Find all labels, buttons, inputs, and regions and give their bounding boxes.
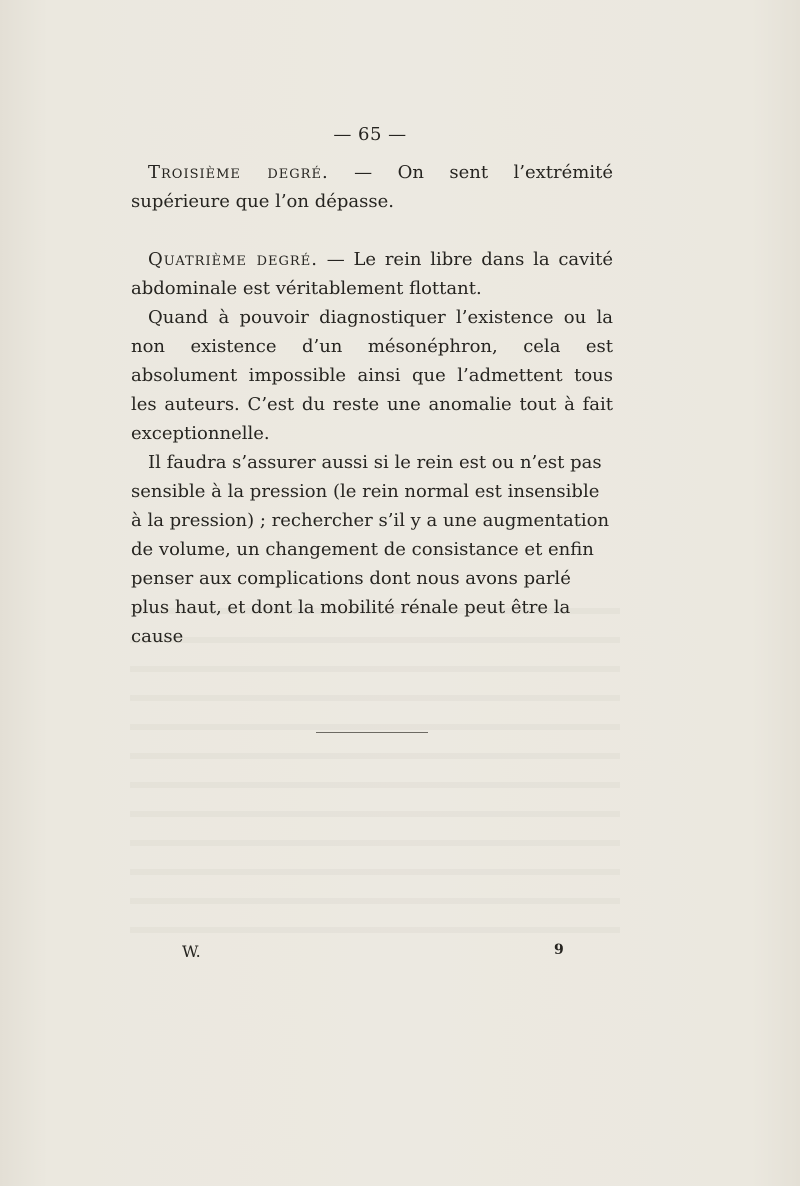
- paragraph-mesonephron: Quand à pouvoir diagnostiquer l’existence ou la non existence d’un mésonéphron, cela est absolument impossible ainsi que l’admettent tous les auteurs. C’est du reste une anomalie tout à fait exceptionnelle.: [131, 307, 613, 444]
- paragraph-body: — Le rein libre dans la cavité abdominale est véritablement flottant.: [131, 249, 613, 299]
- paragraph-lead: Quatrième degré.: [148, 249, 318, 270]
- paragraph-quatrieme-degre: [131, 245, 613, 303]
- paragraph-lead: Troisième degré.: [148, 162, 329, 183]
- paragraph-sensibilite: Il faudra s’assurer aussi si le rein est ou n’est pas sensible à la pression (le rein normal est insensible à la pression) ; rechercher s’il y a une augmentation de volume, un changement de consistance et enfin penser aux complications dont nous avons parlé plus haut, et dont la mobilité rénale peut être la cause: [131, 452, 610, 647]
- paragraph-troisieme-degre: [131, 158, 613, 216]
- sheet-number: 9: [554, 942, 564, 958]
- paragraph-body: — On sent l’extrémité supérieure que l’on dépasse.: [131, 162, 614, 212]
- page-number: — 65 —: [333, 124, 407, 145]
- section-end-rule: [316, 732, 428, 733]
- body-text: [131, 158, 613, 651]
- printer-signature-mark: W.: [182, 942, 201, 961]
